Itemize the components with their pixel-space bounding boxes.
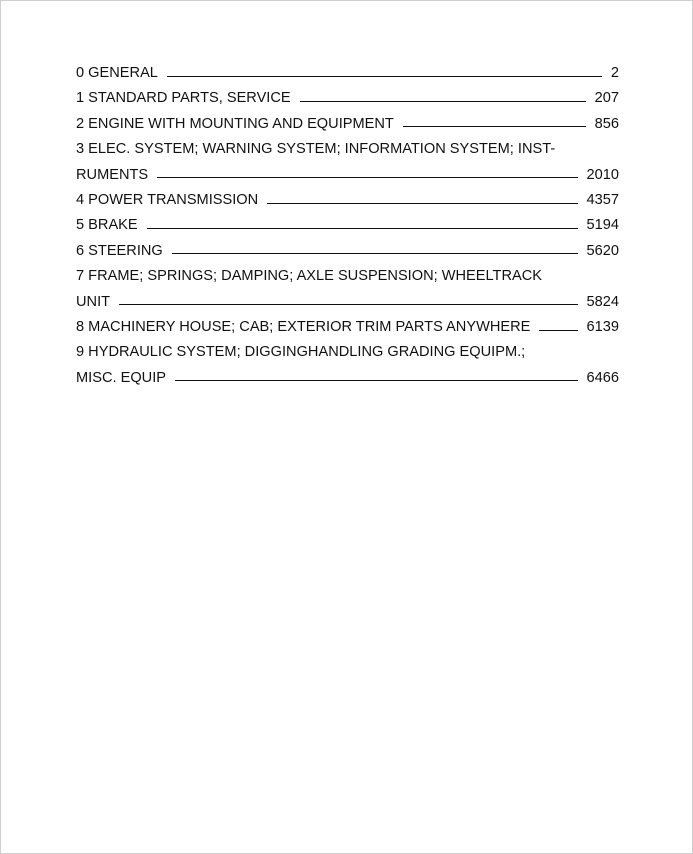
toc-entry-brake[interactable] <box>76 213 619 238</box>
dot-leader <box>167 76 602 77</box>
toc-entry-page[interactable]: 856 <box>594 115 619 132</box>
dot-leader <box>147 228 578 229</box>
toc-entry-title-continued[interactable]: RUMENTS <box>76 166 149 183</box>
toc-entry-title[interactable]: 7 FRAME; SPRINGS; DAMPING; AXLE SUSPENSION; WHEELTRACK <box>76 268 543 285</box>
toc-entry-title[interactable]: 6 STEERING <box>76 242 163 259</box>
toc-entry-page[interactable]: 5824 <box>586 293 619 310</box>
dot-leader <box>300 101 586 102</box>
dot-leader <box>175 380 578 381</box>
toc-entry-title[interactable]: 2 ENGINE WITH MOUNTING AND EQUIPMENT <box>76 115 394 132</box>
toc-entry-hydraulic-system[interactable] <box>76 366 619 391</box>
dot-leader <box>267 203 577 204</box>
toc-entry-title[interactable]: 4 POWER TRANSMISSION <box>76 191 259 208</box>
toc-entry-title[interactable]: 1 STANDARD PARTS, SERVICE <box>76 90 291 107</box>
toc-entry-machinery-house[interactable] <box>76 315 619 340</box>
toc-entry-title[interactable]: 9 HYDRAULIC SYSTEM; DIGGINGHANDLING GRADING EQUIPM.; <box>76 344 526 361</box>
dot-leader <box>157 177 577 178</box>
dot-leader <box>119 304 577 305</box>
toc-entry-power-transmission[interactable] <box>76 188 619 213</box>
toc-entry-title-continued[interactable]: UNIT <box>76 293 111 310</box>
toc-entry-elec-system-line1[interactable] <box>76 137 619 162</box>
toc-entry-hydraulic-system-line1[interactable] <box>76 340 619 365</box>
toc-entry-steering[interactable] <box>76 239 619 264</box>
toc-entry-page[interactable]: 4357 <box>586 191 619 208</box>
toc-entry-general[interactable] <box>76 61 619 86</box>
toc-entry-title[interactable]: 8 MACHINERY HOUSE; CAB; EXTERIOR TRIM PARTS ANYWHERE <box>76 318 531 335</box>
toc-entry-elec-system[interactable] <box>76 163 619 188</box>
dot-leader <box>403 126 586 127</box>
dot-leader <box>539 330 577 331</box>
toc-entry-title-continued[interactable]: MISC. EQUIP <box>76 369 167 386</box>
toc-entry-standard-parts[interactable] <box>76 86 619 111</box>
toc-entry-engine[interactable] <box>76 112 619 137</box>
toc-entry-page[interactable]: 2 <box>610 65 619 81</box>
toc-entry-title[interactable]: 5 BRAKE <box>76 217 138 234</box>
toc-entry-frame-line1[interactable] <box>76 264 619 289</box>
toc-entry-page[interactable]: 6139 <box>586 318 619 335</box>
toc-entry-page[interactable]: 5620 <box>586 242 619 259</box>
toc-entry-title[interactable]: 0 GENERAL <box>76 65 158 81</box>
toc-entry-page[interactable]: 207 <box>594 90 619 107</box>
toc-entry-frame[interactable] <box>76 290 619 315</box>
toc-entry-title[interactable]: 3 ELEC. SYSTEM; WARNING SYSTEM; INFORMATION SYSTEM; INST- <box>76 141 556 158</box>
table-of-contents <box>76 61 619 391</box>
toc-entry-page[interactable]: 2010 <box>586 166 619 183</box>
dot-leader <box>172 253 578 254</box>
toc-entry-page[interactable]: 5194 <box>586 217 619 234</box>
toc-entry-page[interactable]: 6466 <box>586 369 619 386</box>
